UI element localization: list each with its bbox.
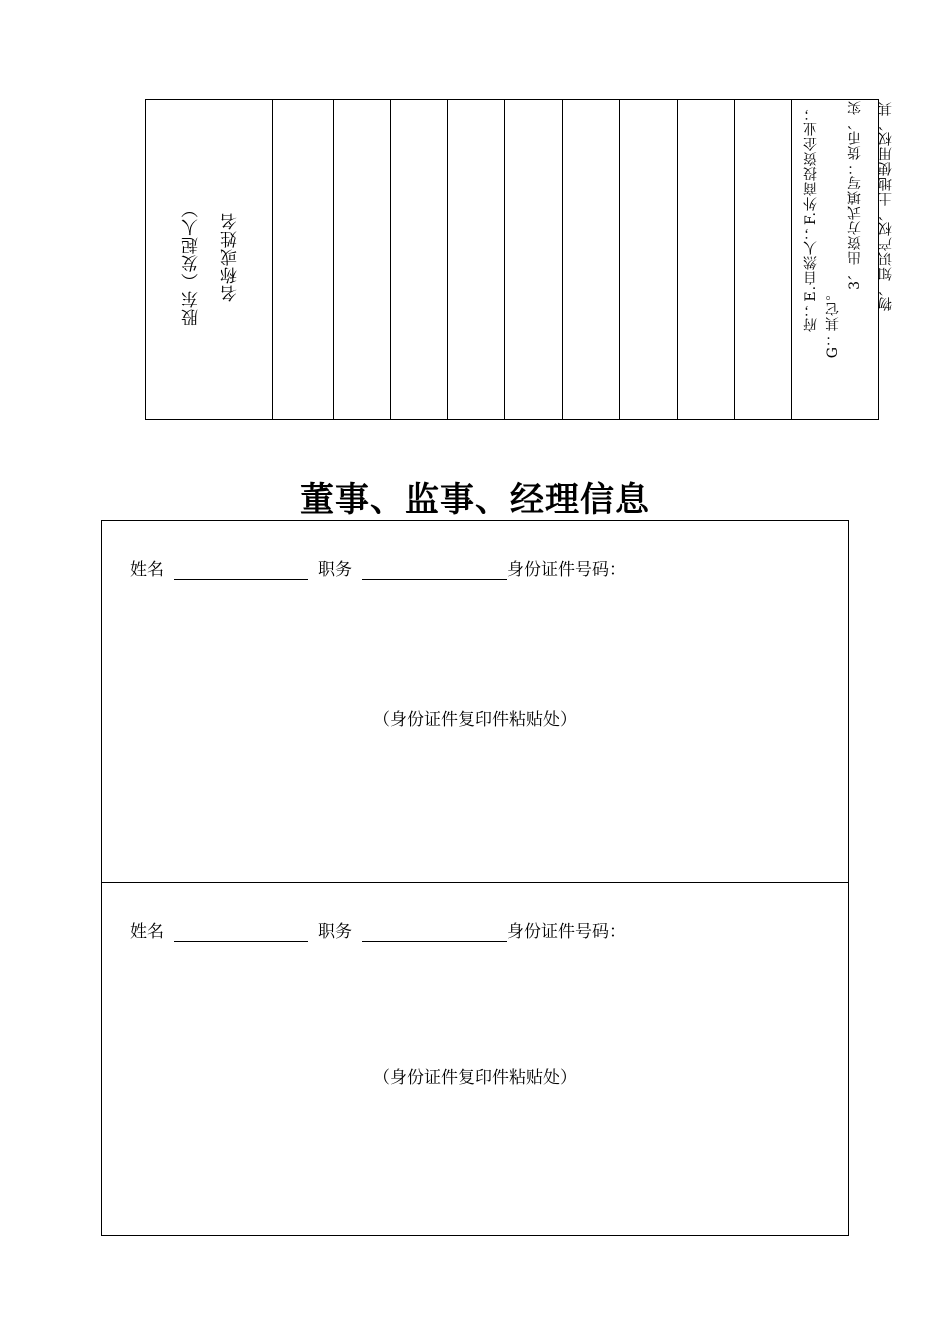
name-label: 姓名 <box>130 560 164 580</box>
shareholder-blank-cell <box>563 100 620 419</box>
position-label: 职务 <box>318 922 352 942</box>
shareholder-header-cell <box>146 100 273 419</box>
shareholder-blank-cell <box>391 100 448 419</box>
shareholder-notes-cell <box>792 100 878 419</box>
position-field[interactable] <box>362 923 507 942</box>
name-field[interactable] <box>174 923 308 942</box>
person-info-box <box>101 882 849 1236</box>
position-field[interactable] <box>362 561 507 580</box>
note-line-investor-type: 府；E.自然人；F.外商投资企业； <box>803 106 819 332</box>
shareholder-blank-cell <box>448 100 505 419</box>
shareholder-header-line2: 名称或姓名 <box>221 212 241 302</box>
name-field[interactable] <box>174 561 308 580</box>
person-info-box <box>101 520 849 883</box>
shareholder-blank-cell <box>334 100 391 419</box>
note-line-other: G：其它。 <box>825 286 841 359</box>
shareholder-blank-cell <box>620 100 678 419</box>
person-info-row <box>130 917 626 942</box>
person-info-row <box>130 555 626 580</box>
note-line-contribution-method: 3、出资方式填写：货币、实 <box>847 100 863 290</box>
page-title: 董事、监事、经理信息 <box>300 480 650 520</box>
shareholder-blank-cell <box>273 100 334 419</box>
shareholder-blank-cell <box>735 100 792 419</box>
id-number-label: 身份证件号码： <box>507 560 626 580</box>
shareholder-header-line1: 股东（发起人） <box>182 200 202 326</box>
note-line-contribution-types: 物、知识产权、土地使用权、其 <box>878 101 894 311</box>
shareholder-table <box>145 99 879 420</box>
shareholder-blank-cell <box>505 100 563 419</box>
id-number-label: 身份证件号码： <box>507 922 626 942</box>
name-label: 姓名 <box>130 922 164 942</box>
id-copy-paste-hint: （身份证件复印件粘贴处） <box>373 1068 577 1088</box>
id-copy-paste-hint: （身份证件复印件粘贴处） <box>373 710 577 730</box>
shareholder-blank-cell <box>678 100 735 419</box>
position-label: 职务 <box>318 560 352 580</box>
